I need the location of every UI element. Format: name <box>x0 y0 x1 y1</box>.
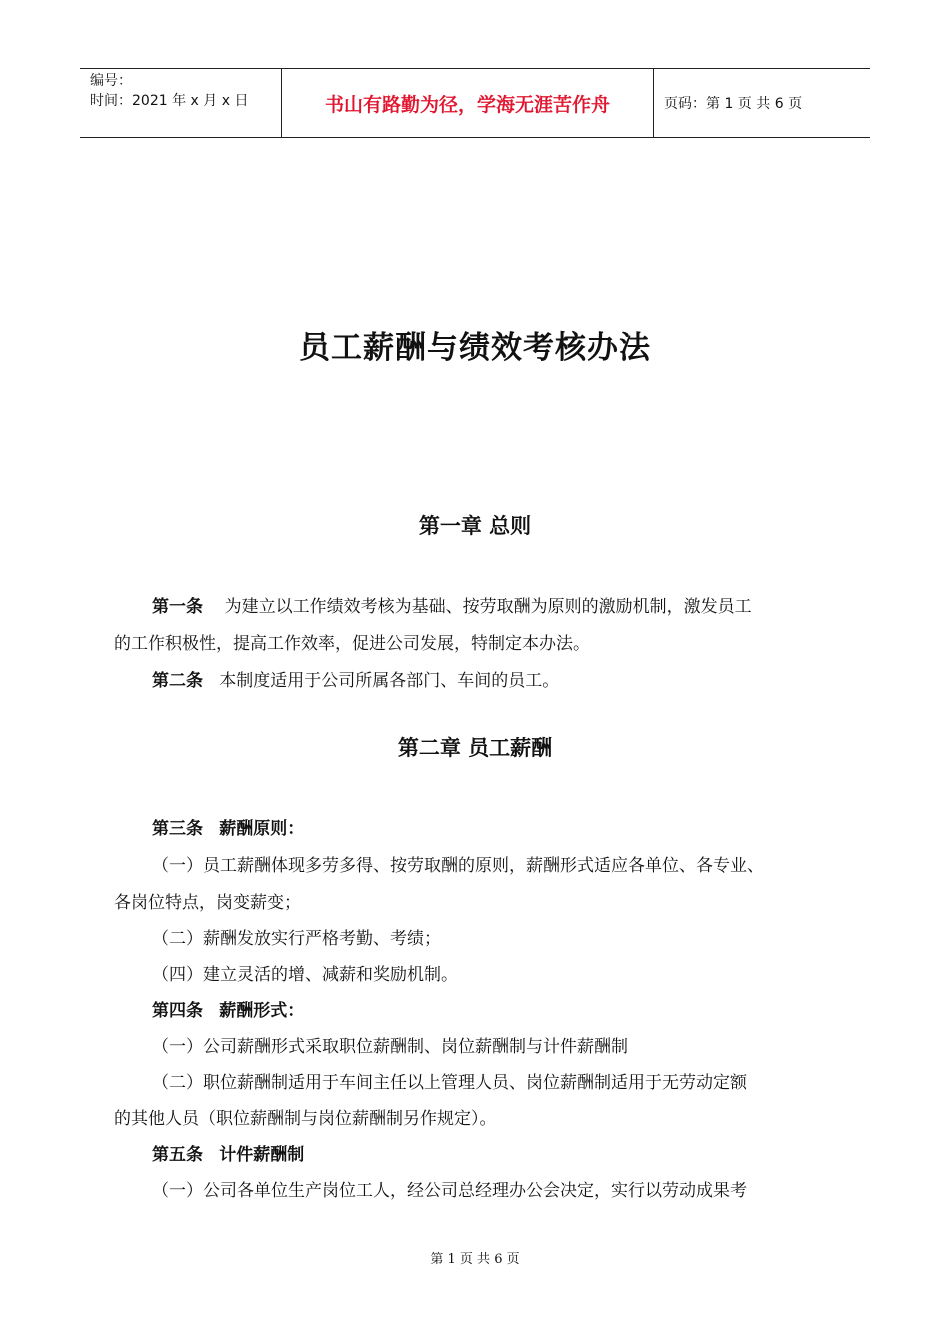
article-3-item-1-line2: 各岗位特点，岗变薪变； <box>114 893 301 913</box>
document-title: 员工薪酬与绩效考核办法 <box>299 330 651 366</box>
article-1-text-line1: 为建立以工作绩效考核为基础、按劳取酬为原则的激励机制，激发员工 <box>224 597 752 617</box>
article-2-label: 第二条 <box>152 671 203 691</box>
article-4 <box>152 996 304 1021</box>
document-number-label: 编号： <box>90 73 132 89</box>
article-3-item-2: （二）薪酬发放实行严格考勤、考绩； <box>152 929 441 949</box>
chapter-1-heading: 第一章 总则 <box>418 514 532 538</box>
article-4-item-2-line1: （二）职位薪酬制适用于车间主任以上管理人员、岗位薪酬制适用于无劳动定额 <box>152 1073 747 1093</box>
article-4-item-1: （一）公司薪酬形式采取职位薪酬制、岗位薪酬制与计件薪酬制 <box>152 1037 628 1057</box>
article-2-text: 本制度适用于公司所属各部门、车间的员工。 <box>219 671 560 691</box>
header-meta <box>80 69 282 137</box>
article-5-label: 第五条 <box>152 1145 203 1165</box>
article-5-heading: 计件薪酬制 <box>219 1145 305 1165</box>
article-3-heading: 薪酬原则： <box>219 819 305 839</box>
article-1 <box>152 592 752 617</box>
page-header <box>80 68 870 138</box>
article-5-item-1-line1: （一）公司各单位生产岗位工人，经公司总经理办公会决定，实行以劳动成果考 <box>152 1181 747 1201</box>
article-4-label: 第四条 <box>152 1001 203 1021</box>
chapter-2-heading: 第二章 员工薪酬 <box>397 736 553 760</box>
article-1-label: 第一条 <box>152 597 203 617</box>
document-date-label: 时间：2021 年 x 月 x 日 <box>90 93 249 109</box>
header-page-info: 页码：第 1 页 共 6 页 <box>664 96 803 112</box>
article-3-label: 第三条 <box>152 819 203 839</box>
article-3-item-1-line1: （一）员工薪酬体现多劳多得、按劳取酬的原则，薪酬形式适应各单位、各专业、 <box>152 856 764 876</box>
article-1-text-line2: 的工作积极性，提高工作效率，促进公司发展，特制定本办法。 <box>114 634 590 654</box>
article-3 <box>152 814 304 839</box>
article-4-item-2-line2: 的其他人员（职位薪酬制与岗位薪酬制另作规定）。 <box>114 1109 497 1129</box>
article-2 <box>152 666 559 691</box>
article-3-item-4: （四）建立灵活的增、减薪和奖励机制。 <box>152 965 458 985</box>
header-motto: 书山有路勤为径，学海无涯苦作舟 <box>282 69 654 137</box>
article-5 <box>152 1140 304 1165</box>
page-footer: 第 1 页 共 6 页 <box>430 1252 520 1267</box>
article-4-heading: 薪酬形式： <box>219 1001 305 1021</box>
